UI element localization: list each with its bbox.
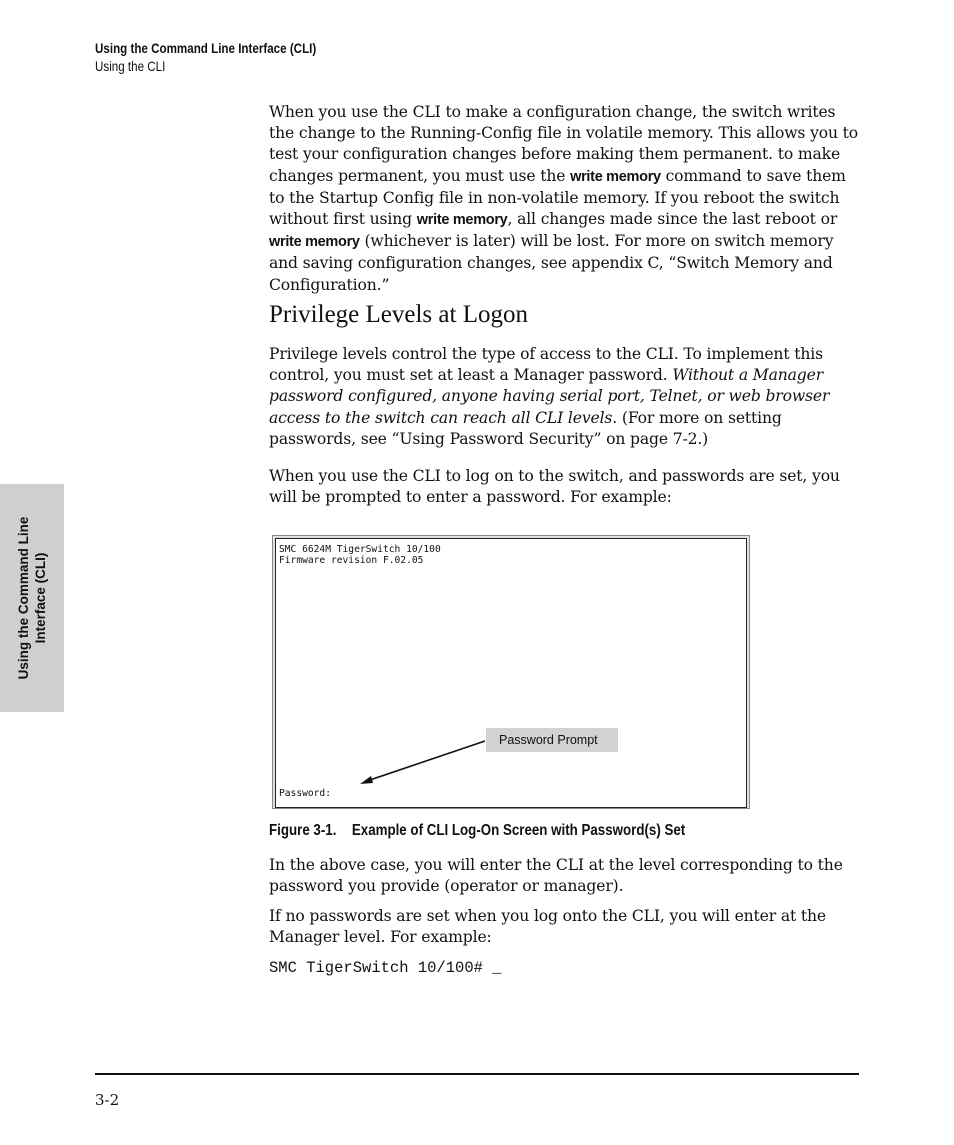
logon-paragraph: When you use the CLI to log on to the switch, and passwords are set, you will be prompted to enter a password. For example: [269,467,840,507]
running-header-subtitle: Using the CLI [95,59,166,74]
side-tab-line-2: Interface (CLI) [33,552,48,644]
figure-caption [269,820,685,842]
intro-text-3: , all changes made since the last reboot or [507,210,838,229]
privilege-italic-warning: Without a Manager password configured, anyone having serial port, Telnet, or web browser access to the switch can reach all CLI levels [269,366,830,427]
intro-text-2: command to save them to the Startup Config file in non-volatile memory. If you reboot the switch without first using [269,166,846,229]
intro-text-4: (whichever is later) will be lost. For more on switch memory and saving configuration changes, see appendix C, “Switch Memory and Configuration.” [269,232,834,294]
after-paragraph-2-block [269,906,861,948]
after-paragraph-1: In the above case, you will enter the CLI at the level corresponding to the password you provide (operator or manager). [269,856,843,896]
terminal-line-2: Firmware revision F.02.05 [279,555,424,566]
footer-rule [95,1073,859,1075]
privilege-text-2: . (For more on setting passwords, see “Using Password Security” on page 7-2.) [269,408,782,448]
privilege-text-1: Privilege levels control the type of access to the CLI. To implement this control, you must set at least a Manager password. [269,345,823,385]
code-example: SMC TigerSwitch 10/100# _ [269,959,502,977]
intro-text-1: When you use the CLI to make a configuration change, the switch writes the change to the Running-Config file in volatile memory. This allows you to test your configuration changes before making them permanent. to make changes permanent, you must use the [269,103,859,185]
after-paragraph-1-block [269,855,861,897]
command-write-memory-2: write memory [416,212,508,229]
terminal-password-prompt: Password: [279,788,331,799]
after-paragraph-2: If no passwords are set when you log onto the CLI, you will enter at the Manager level. For example: [269,907,827,947]
figure-caption-text: Example of CLI Log-On Screen with Password(s) Set [351,822,686,839]
figure-label: Figure 3-1. [269,822,337,839]
command-write-memory-3: write memory [269,234,360,251]
password-prompt-callout: Password Prompt [486,728,618,752]
side-tab-line-1: Using the Command Line [16,516,31,680]
page-number: 3-2 [95,1091,120,1109]
command-write-memory-1: write memory [570,168,661,185]
terminal-line-1: SMC 6624M TigerSwitch 10/100 [279,544,441,555]
section-heading: Privilege Levels at Logon [269,301,528,328]
running-header-title: Using the Command Line Interface (CLI) [95,41,317,56]
